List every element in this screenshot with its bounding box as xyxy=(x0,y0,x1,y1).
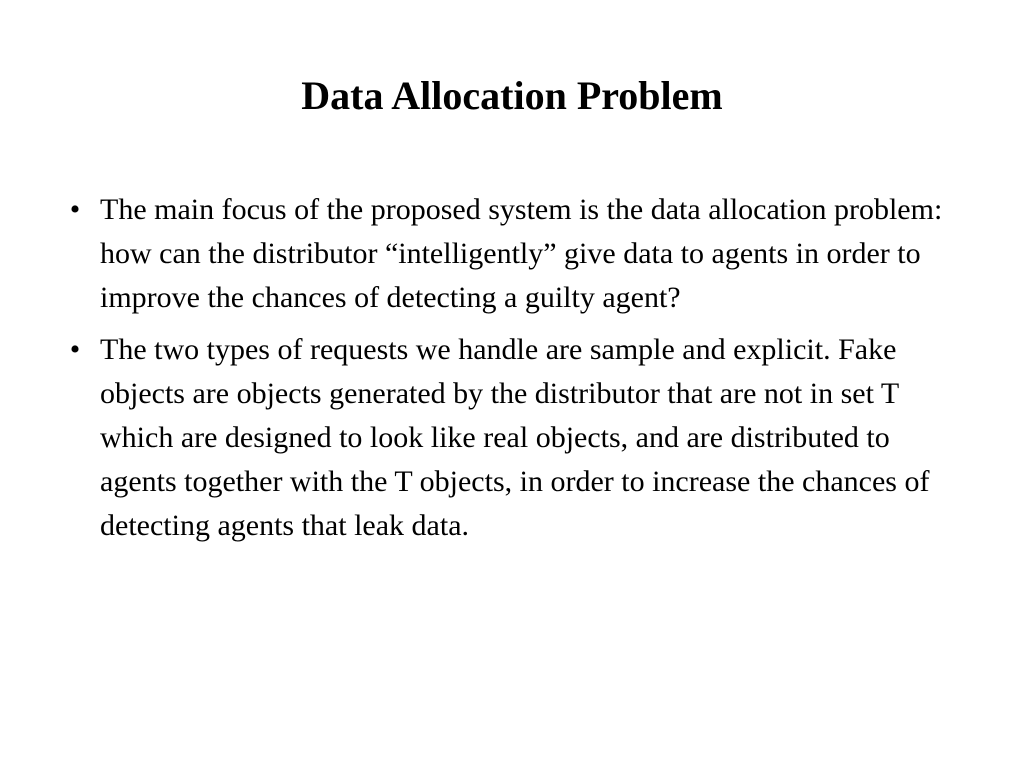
slide-title: Data Allocation Problem xyxy=(301,73,723,118)
bullet-item xyxy=(60,328,960,548)
bullet-text: The two types of requests we handle are sample and explicit. Fake objects are objects generated by the distributor that are not in set T which are designed to look like real objects, and are distributed to agents together with the T objects, in order to increase the chances of detecting agents that leak data. xyxy=(100,333,930,542)
bullet-marker: • xyxy=(69,193,81,226)
bullet-text: The main focus of the proposed system is the data allocation problem: how can the distributor “intelligently” give data to agents in order to improve the chances of detecting a guilty agent? xyxy=(100,193,943,314)
bullet-list xyxy=(60,188,960,556)
bullet-item xyxy=(60,188,960,320)
bullet-marker: • xyxy=(69,333,81,366)
